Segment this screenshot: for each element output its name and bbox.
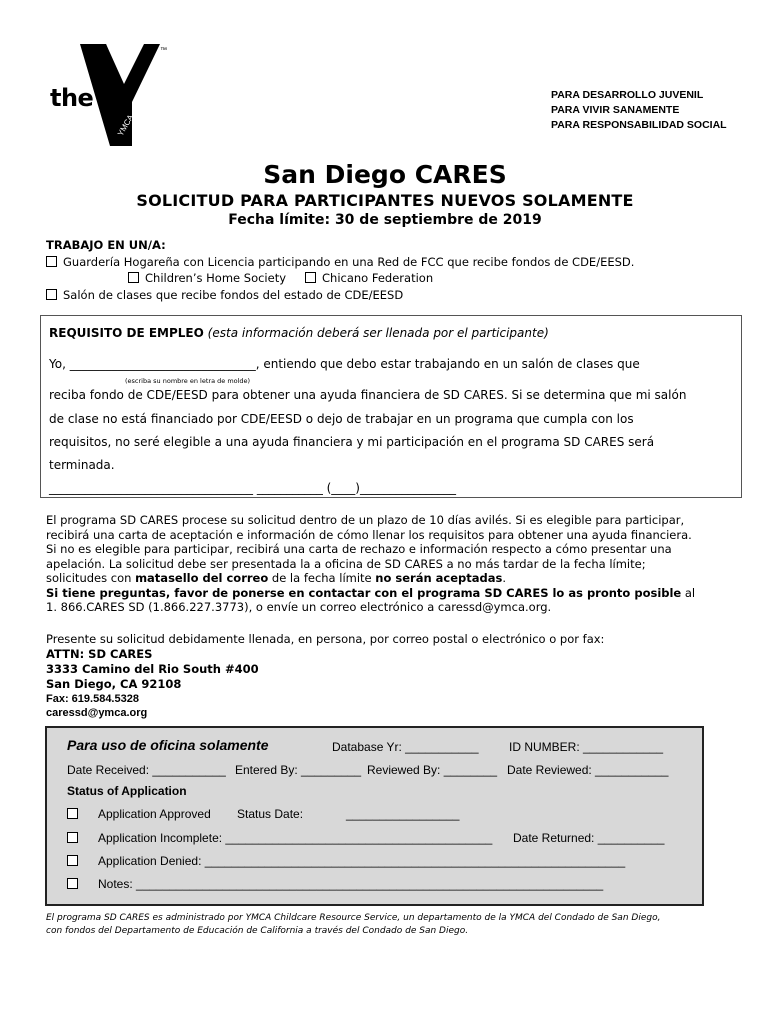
svg-text:™: ™ [160, 47, 167, 54]
page-subtitle: SOLICITUD PARA PARTICIPANTES NUEVOS SOLAMENTE [136, 191, 634, 210]
notes-label: Notes: ______________________________________________________________________ [98, 877, 604, 891]
requirement-text: reciba fondo de CDE/EESD para obtener una ayuda financiera de SD CARES. Si se determina que mi salón [49, 388, 687, 402]
date-received-field[interactable]: Date Received: ___________ [67, 763, 226, 777]
footer-note [46, 912, 726, 938]
option-family-child-care[interactable] [46, 255, 634, 269]
mission-line: PARA DESARROLLO JUVENIL [551, 89, 704, 101]
checkbox[interactable] [46, 289, 57, 300]
para-line: apelación. La solicitud debe ser presentada la a oficina de SD CARES a no más tardar de la fecha límite; [46, 556, 646, 571]
approved-option[interactable] [67, 807, 211, 821]
para-line: solicitudes con matasello del correo de la fecha límite no serán aceptadas. [46, 571, 507, 585]
requirement-name-line[interactable]: Yo, _______________________________, entiendo que debo estar trabajando en un salón de clases que [49, 357, 640, 371]
option-label: Guardería Hogareña con Licencia participando en una Red de FCC que recibe fondos de CDE/EESD. [63, 255, 635, 269]
requirement-heading [49, 326, 549, 340]
option-classroom[interactable] [46, 288, 403, 302]
status-date-label: Status Date: [237, 807, 304, 821]
denied-option[interactable] [67, 854, 625, 868]
process-paragraph [46, 513, 736, 615]
attn-line: ATTN: SD CARES [46, 647, 153, 661]
option-label: Salón de clases que recibe fondos del estado de CDE/EESD [63, 288, 404, 302]
database-year-field[interactable]: Database Yr: ___________ [332, 740, 479, 754]
incomplete-label: Application Incomplete: ________________________________________ [98, 831, 493, 845]
option-label: Chicano Federation [322, 271, 434, 285]
para-line: Si tiene preguntas, favor de ponerse en contactar con el programa SD CARES lo as pronto posible al [46, 585, 696, 600]
footer-line: con fondos del Departamento de Educación de California a través del Condado de San Diego. [46, 926, 469, 936]
requirement-title: REQUISITO DE EMPLEO [49, 326, 204, 340]
requirement-text: terminada. [49, 458, 115, 472]
status-date-field[interactable]: _________________ [346, 807, 460, 821]
denied-label: Application Denied: _______________________________________________________________ [98, 854, 626, 868]
signature-date-phone-line[interactable]: __________________________________ ___________ (____)________________ [49, 481, 456, 495]
date-returned-field[interactable]: Date Returned: __________ [513, 831, 665, 845]
requirement-text: de clase no está financiado por CDE/EESD o dejo de trabajar en un programa que cumpla con los [49, 412, 634, 426]
name-hint: (escriba su nombre en letra de molde) [125, 377, 251, 385]
status-label: Status of Application [67, 784, 187, 798]
work-label: TRABAJO EN UN/A: [46, 238, 166, 252]
para-line: 1. 866.CARES SD (1.866.227.3773), o envíe un correo electrónico a caressd@ymca.org. [46, 600, 552, 614]
city-line: San Diego, CA 92108 [46, 677, 182, 691]
para-line: Si no es elegible para participar, recibirá una carta de rechazo e información respecto a cómo presentar una [46, 542, 672, 556]
mission-line: PARA VIVIR SANAMENTE [551, 104, 680, 116]
id-number-field[interactable]: ID NUMBER: ____________ [509, 740, 664, 754]
checkbox[interactable] [128, 272, 139, 283]
page-title: San Diego CARES [263, 160, 507, 189]
street-line: 3333 Camino del Rio South #400 [46, 662, 259, 676]
approved-label: Application Approved [98, 807, 211, 821]
mission-line: PARA RESPONSABILIDAD SOCIAL [551, 119, 727, 131]
footer-line: El programa SD CARES es administrado por YMCA Childcare Resource Service, un departamento de la YMCA del Condado de San Diego, [46, 913, 661, 923]
checkbox[interactable] [305, 272, 316, 283]
requirement-text: requisitos, no seré elegible a una ayuda financiera y mi participación en el programa SD CARES será [49, 435, 655, 449]
date-reviewed-field[interactable]: Date Reviewed: ___________ [507, 763, 669, 777]
submission-info [46, 632, 604, 720]
checkbox[interactable] [67, 878, 78, 889]
notes-option[interactable] [67, 877, 603, 891]
option-childrens-home-society[interactable] [128, 271, 286, 285]
para-line: recibirá una carta de aceptación e información de cómo llenar los requisitos para obtener una ayuda financiera. [46, 527, 692, 542]
svg-text:YMCA: YMCA [115, 113, 136, 138]
incomplete-option[interactable] [67, 831, 492, 845]
email-line[interactable]: caressd@ymca.org [46, 707, 148, 719]
checkbox[interactable] [46, 256, 57, 267]
employment-requirement-box [40, 315, 742, 498]
option-label: Children’s Home Society [145, 271, 287, 285]
option-chicano-federation[interactable] [305, 271, 433, 285]
checkbox[interactable] [67, 832, 78, 843]
mission-statement [551, 88, 727, 133]
submit-intro: Presente su solicitud debidamente llenada, en persona, por correo postal o electrónico o por fax: [46, 632, 605, 646]
checkbox[interactable] [67, 808, 78, 819]
fax-line: Fax: 619.584.5328 [46, 693, 139, 705]
office-title: Para uso de oficina solamente [67, 737, 269, 753]
para-line: El programa SD CARES procese su solicitud dentro de un plazo de 10 días avilés. Si es elegible para participar, [46, 513, 685, 527]
checkbox[interactable] [67, 855, 78, 866]
requirement-note: (esta información deberá ser llenada por el participante) [207, 326, 549, 340]
deadline: Fecha límite: 30 de septiembre de 2019 [228, 212, 542, 228]
reviewed-by-field[interactable]: Reviewed By: ________ [367, 763, 498, 777]
logo-word-the: the [50, 84, 94, 112]
entered-by-field[interactable]: Entered By: _________ [235, 763, 362, 777]
